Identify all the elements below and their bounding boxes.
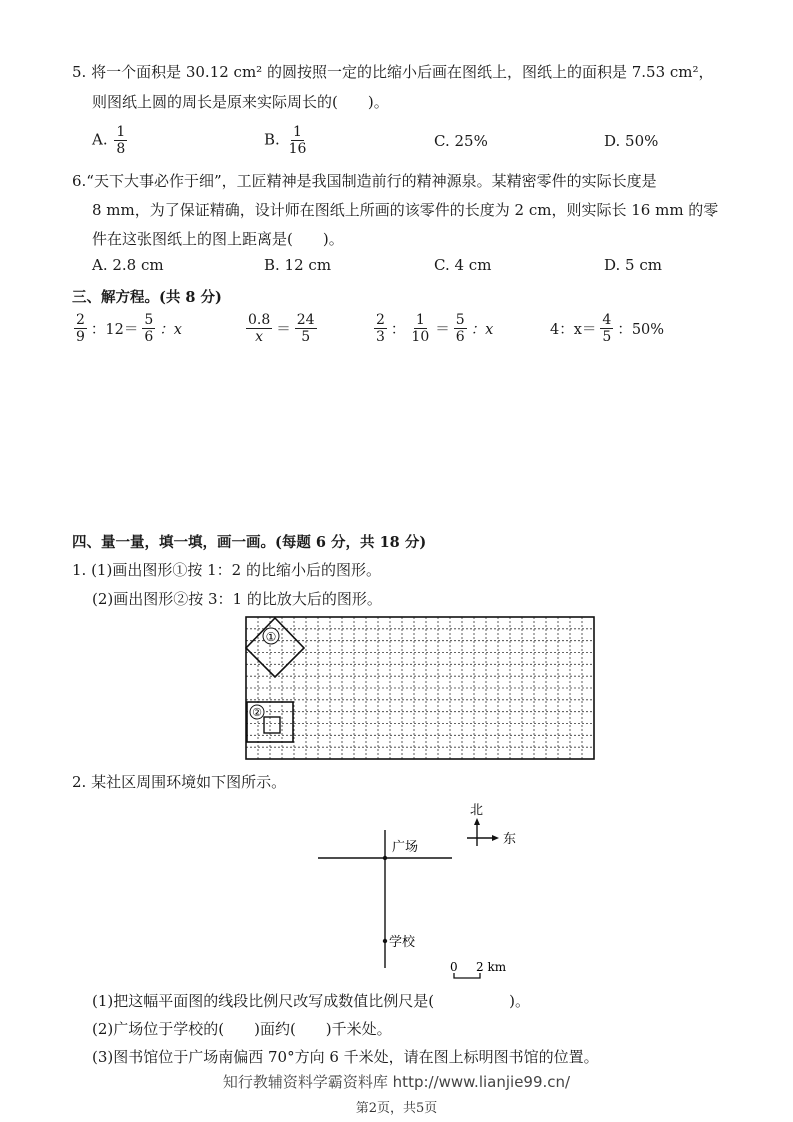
section3-title: 三、解方程。(共 8 分): [72, 289, 222, 306]
figure-2-label: ②: [252, 706, 262, 719]
compass-north-arrow: [474, 818, 480, 825]
q6-option-b: B. 12 cm: [264, 256, 332, 274]
q5-option-a-fraction: $\frac{1}{8}$: [116, 124, 126, 157]
scale-length: 2 km: [476, 960, 507, 974]
scale-zero: 0: [450, 960, 458, 974]
plaza-point: [383, 856, 387, 860]
q6-option-c: C. 4 cm: [434, 256, 492, 274]
footer-site-link[interactable]: 知行教辅资料学霸资料库 http://www.lianjie99.cn/: [222, 1073, 571, 1091]
plaza-label: 广场: [392, 840, 419, 855]
q6-option-d: D. 5 cm: [604, 256, 662, 274]
community-map: [300, 800, 540, 982]
equation-2: $\frac{0.8}{x}$ ＝ $\frac{24}{5}$: [248, 312, 315, 345]
s4-q2-line: 2. 某社区周围环境如下图所示。: [72, 773, 287, 791]
equation-1: $\frac{2}{9}$ ：12＝ $\frac{5}{6}$ ：x: [76, 312, 182, 345]
q6-option-a: A. 2.8 cm: [92, 256, 164, 274]
q5-option-b: B. $\frac{1}{16}$: [264, 124, 307, 157]
compass-north-label: 北: [470, 803, 484, 818]
figure-1-label: ①: [265, 630, 277, 644]
footer-page-number: 第2页，共5页: [355, 1101, 438, 1116]
s4-q1-line2: (2)画出图形②按 3：1 的比放大后的图形。: [92, 590, 382, 608]
section4-title: 四、量一量，填一填，画一画。(每题 6 分，共 18 分): [72, 534, 427, 551]
q5-line2: 则图纸上圆的周长是原来实际周长的( )。: [92, 93, 389, 111]
compass-east-label: 东: [503, 832, 517, 847]
figure-2-inner: [264, 717, 280, 733]
q5-option-d: D. 50%: [604, 132, 659, 150]
s4-q2-sub1: (1)把这幅平面图的线段比例尺改写成数值比例尺是( )。: [92, 992, 530, 1010]
q5-line1: 5. 将一个面积是 30.12 cm² 的圆按照一定的比缩小后画在图纸上，图纸上的面积是 7.53 cm²，: [72, 63, 714, 81]
q5-option-b-fraction: $\frac{1}{16}$: [288, 124, 307, 157]
equation-3: $\frac{2}{3}$ ： $\frac{1}{10}$ ＝ $\frac{5}{6}$ ：x: [376, 312, 494, 345]
s4-q1-line1: 1. (1)画出图形①按 1：2 的比缩小后的图形。: [72, 561, 381, 579]
school-point: [383, 939, 387, 943]
q6-line1: 6.“天下大事必作于细”，工匠精神是我国制造前行的精神源泉。某精密零件的实际长度是: [72, 172, 657, 190]
compass-east-arrow: [492, 835, 499, 841]
s4-q2-sub2: (2)广场位于学校的( )面约( )千米处。: [92, 1020, 392, 1038]
drawing-grid[interactable]: [245, 616, 595, 760]
equation-4: 4：x＝ $\frac{4}{5}$ ：50%: [550, 312, 665, 345]
figure-1-diamond: [246, 618, 304, 677]
school-label: 学校: [389, 935, 416, 950]
q6-line3: 件在这张图纸上的图上距离是( )。: [92, 230, 344, 248]
q6-line2: 8 mm，为了保证精确，设计师在图纸上所画的该零件的长度为 2 cm，则实际长 16 mm 的零: [92, 201, 719, 219]
s4-q2-sub3: (3)图书馆位于广场南偏西 70°方向 6 千米处，请在图上标明图书馆的位置。: [92, 1048, 599, 1066]
q5-option-c: C. 25%: [434, 132, 488, 150]
q5-option-a: A. $\frac{1}{8}$: [92, 124, 126, 157]
